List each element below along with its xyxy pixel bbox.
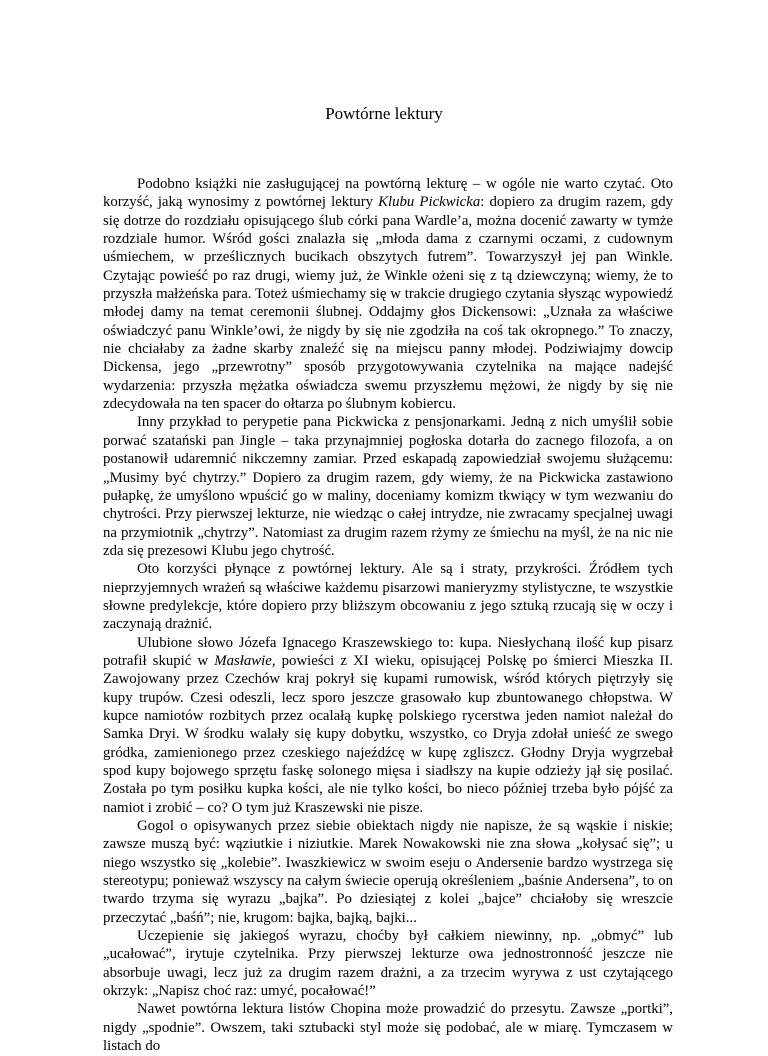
- paragraph-2: [103, 413, 673, 560]
- text-segment: , powieści z XI wieku, opisującej Polskę po śmierci Mieszka II. Zawojowany przez Czechów kraj pokrył się kupami rumowisk, wśród których piętrzyły się kupy trupów. Czesi odeszli, lecz sporo jeszcze grasowało kup zbuntowanego chłopstwa. W kupce namiotów rozbitych przez ocalałą kupkę polskiego rycerstwa jeden namiot należał do Samka Dryi. W środku walały się kupy dobytku, wszystko, co Dryja zdołał unieść ze swego gródka, zamienionego przez czeskiego najeźdźcę w kupę zgliszcz. Głodny Dryja wygrzebał spod kupy bojowego sprzętu faskę solonego mięsa i siadłszy na kupie odzieży jął się posilać. Została po tym posiłku kupka kości, ale nie tylko kości, bo nieco później trzeba było pójść za namiot i zrobić – co? O tym już Kraszewski nie pisze.: [103, 652, 673, 816]
- text-segment: Uczepienie się jakiegoś wyrazu, choćby był całkiem niewinny, np. „obmyć” lub „ucałować”, irytuje czytelnika. Przy pierwszej lekturze owa jednostronność jeszcze nie absorbuje uwagi, lecz już za drugim razem drażni, a za trzecim wyrywa z ust czytającego okrzyk: „Napisz choć raz: umyć, pocałować!”: [103, 928, 673, 1000]
- text-segment: Inny przykład to perypetie pana Pickwicka z pensjonarkami. Jedną z nich umyślił sobie porwać szatański pan Jingle – taka przynajmniej pogłoska dotarła do zacnego filozofa, a on postanowił udaremnić nikczemny zamiar. Przed eskapadą zapowiedział swojemu służącemu: „Musimy być chytrzy.” Dopiero za drugim razem, gdy wiemy, że na Pickwicka zastawiono pułapkę, że umyślono wpuścić go w maliny, doceniamy komizm tkwiący w tym wezwaniu do chytrości. Przy pierwszej lekturze, nie wiedząc o całej intrydze, nie zwracamy specjalnej uwagi na przymiotnik „chytrzy”. Natomiast za drugim razem rżymy ze śmiechu na myśl, że na nic nie zda się prezesowi Klubu jego chytrość.: [103, 414, 673, 559]
- paragraph-4: [103, 634, 673, 817]
- document-title: Powtórne lektury: [325, 104, 443, 123]
- paragraph-1: [103, 175, 673, 413]
- paragraph-6: [103, 927, 673, 1000]
- paragraph-7: [103, 1000, 673, 1055]
- text-segment: Nawet powtórna lektura listów Chopina może prowadzić do przesytu. Zawsze „portki”, nigdy „spodnie”. Owszem, taki sztubacki styl może się podobać, ale w miarę. Tymczasem w listach do: [103, 1001, 673, 1055]
- text-segment: Gogol o opisywanych przez siebie obiektach nigdy nie napisze, że są wąskie i niskie; zawsze muszą być: wąziutkie i niziutkie. Marek Nowakowski nie zna słowa „kołysać się”; u niego wszystko się „kolebie”. Iwaszkiewicz w swoim eseju o Andersenie bardzo wystrzega się stereotypu; ponieważ wszyscy na całym świecie operują określeniem „baśnie Andersena”, to on twardo trzyma się wyrazu „bajka”. Po dziesiątej z kolei „bajce” chciałoby się wreszcie przeczytać „baśń”; nie, krugom: bajka, bajką, bajki...: [103, 818, 673, 926]
- book-title-maslaw: Masławie: [214, 652, 272, 669]
- document-body: [103, 175, 673, 1056]
- book-title-klub-pickwicka: Klubu Pickwicka: [378, 194, 481, 211]
- paragraph-5: [103, 817, 673, 927]
- text-segment: Oto korzyści płynące z powtórnej lektury. Ale są i straty, przykrości. Źródłem tych nieprzyjemnych wrażeń są właściwe każdemu pisarzowi manieryzmy stylistyczne, te wszystkie słowne predylekcje, które dopiero przy bliższym obcowaniu z jego sztuką rzucają się w oczy i zaczynają drażnić.: [103, 561, 673, 633]
- paragraph-3: [103, 560, 673, 633]
- text-segment: : dopiero za drugim razem, gdy się dotrze do rozdziału opisującego ślub córki pana Wardle’a, można docenić zawarty w tymże rozdziale humor. Wśród gości znalazła się „młoda dama z czarnymi oczami, z cudownym uśmiechem, w prześlicznych bucikach obszytych futrem”. Towarzyszył jej pan Winkle. Czytając powieść po raz drugi, wiemy już, że Winkle ożeni się z tą dziewczyną; wiemy, że to przyszła małżeńska para. Toteż uśmiechamy się w trakcie drugiego czytania słysząc wypowiedź młodej damy na temat ceremonii ślubnej. Oddajmy głos Dickensowi: „Uznała za właściwe oświadczyć panu Winkle’owi, że nigdy by się nie zgodziła na coś tak okropnego.” To znaczy, nie chciałaby za żadne skarby znaleźć się na miejscu panny młodej. Podziwiajmy dowcip Dickensa, jego „przewrotny” sposób przygotowywania czytelnika na mające nadejść wydarzenia: przyszła mężatka oświadcza swemu przyszłemu mężowi, że nigdy by się nie zdecydowała na ten spacer do ołtarza po ślubnym kobiercu.: [103, 194, 673, 413]
- text-segment: Podobno książki nie zasługującej na powtórną lekturę – w ogóle nie warto czytać. Oto korzyść, jaką wynosimy z powtórnej lektury: [103, 176, 673, 211]
- text-segment: Ulubione słowo Józefa Ignacego Kraszewskiego to: kupa. Niesłychaną ilość kup pisarz potrafił skupić w: [103, 634, 673, 669]
